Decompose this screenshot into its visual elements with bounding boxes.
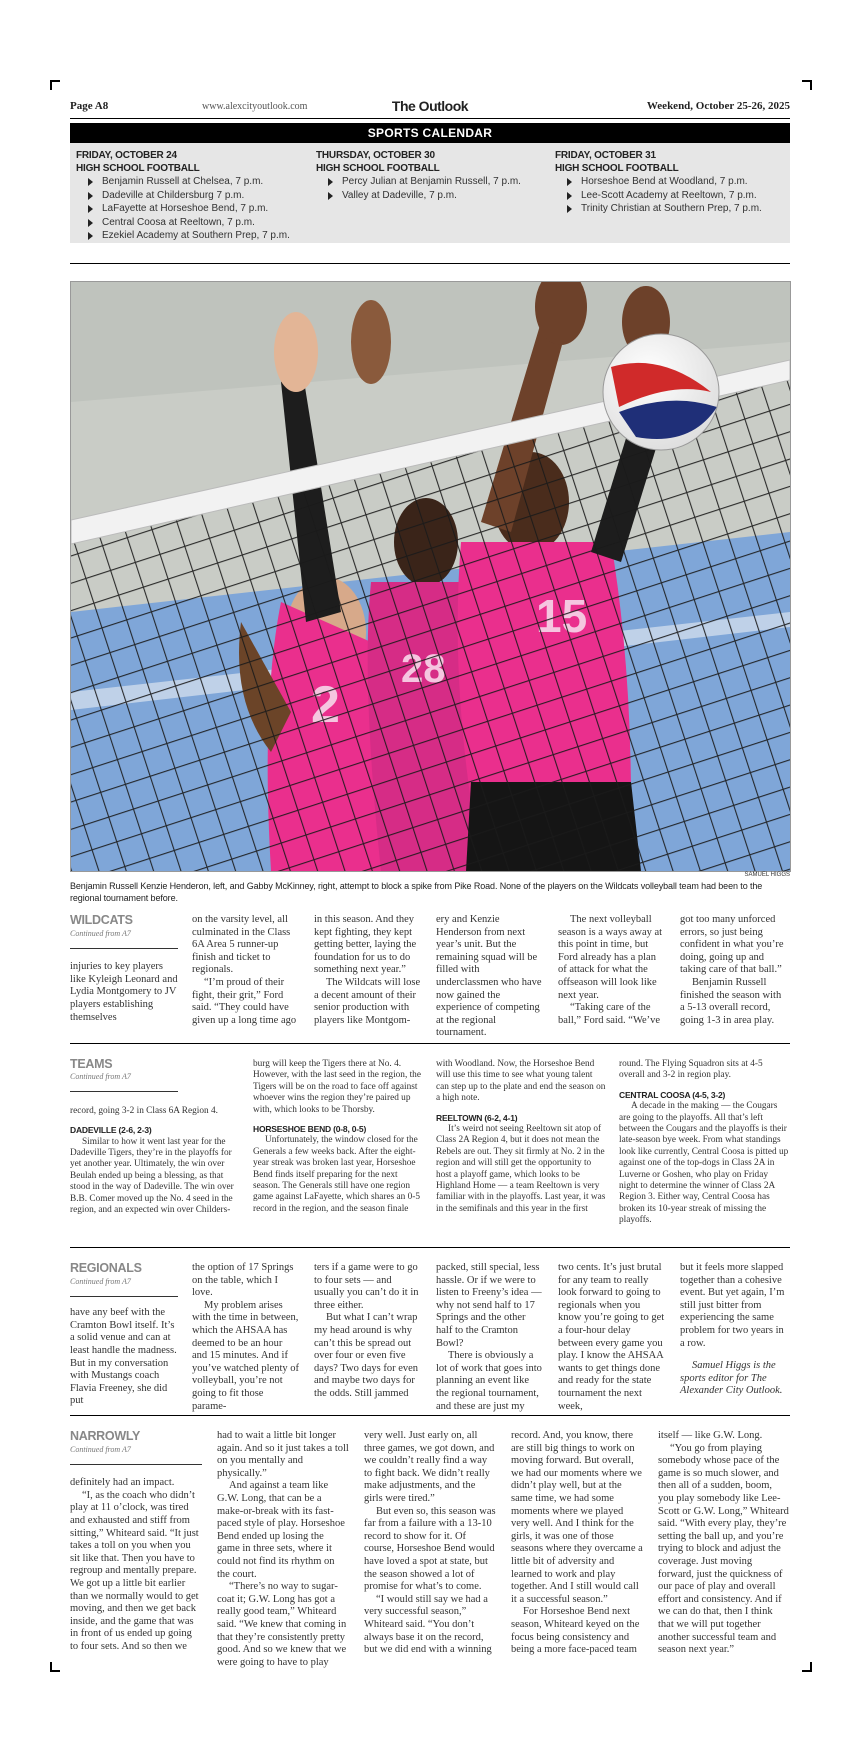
story-text: “You go from playing somebody whose pace of the game is so much slower, and then all of a sudden, boom, you play somebody like Lee-Scott or G.W. Long,” Whiteard said. “With every play, they’re setting the ball up, and you’re trying to block and adjust the coverage. Just moving forward, just the quickness of our pace of play and overall effort and consistency. And if we can do that, then I think that we will put together another successful team and season next year.” [658, 1442, 789, 1656]
story-text: record. And, you know, there are still big things to work on moving forward. But overall, we had our moments where we didn’t play well, but at the same time, we had some moments where we played very well. And I think for the girls, it was one of those seasons where they overcame a little bit of adversity and learned to work and play together. And I still would call it a successful season.” [511, 1430, 643, 1605]
section-rule [70, 1247, 790, 1248]
story-column [436, 1059, 606, 1215]
story-column [511, 1430, 643, 1657]
photo-caption: Benjamin Russell Kenzie Henderon, left, and Gabby McKinney, right, attempt to block a spike from Pike Road. None of the players on the Wildcats volleyball team had been to the regional tournament before. [70, 881, 763, 903]
story-column [558, 1262, 666, 1413]
calendar-game: LaFayette at Horseshoe Bend, 7 p.m. [88, 202, 311, 216]
team-heading: CENTRAL COOSA (4-5, 3-2) [619, 1089, 726, 1100]
calendar-sport: HIGH SCHOOL FOOTBALL [316, 163, 440, 174]
jump-title: WILDCATS [70, 913, 133, 927]
crop-mark [802, 1662, 812, 1672]
jump-subtitle: Continued from A7 [70, 928, 131, 938]
story-text: But what I can’t wrap my head around is why can’t this be spread out over four or even five days? Two days for even and maybe two days for the odds. Still jammed [314, 1312, 419, 1399]
story-text: have any beef with the Cramton Bowl itself. It’s a solid venue and can at least handle the madness. But in my conversation with Mustangs coach Flavia Freeney, she did put [70, 1307, 177, 1407]
jump-subtitle: Continued from A7 [70, 1276, 131, 1286]
volleyball-photo [70, 281, 791, 872]
story-column [70, 1059, 240, 1216]
story-text: record, going 3-2 in Class 6A Region 4. [70, 1105, 218, 1116]
story-text: ery and Kenzie Henderson from next year’s unit. But the remaining squad will be filled with underclassmen who have now gained the experience of competing at the regional tournament. [436, 914, 542, 1039]
story-text: And against a team like G.W. Long, that can be a make-or-break with its fast-paced style of play. Horseshoe Bend ended up losing the game in three sets, where it could not find its rhythm on the court. [217, 1480, 345, 1580]
calendar-day [316, 149, 551, 202]
calendar-day-title: FRIDAY, OCTOBER 24 [76, 150, 177, 161]
story-text: “I, as the coach who didn’t play at 11 o’clock, was tired and exhausted and stiff from sitting,” Whiteard said. “It just takes a toll on you when you sit like that. Then you have to regroup and mentally prepare. We got up a little bit earlier than we normally would to get moving, and then we get back inside, and the game that was in front of us ended up going to four sets. And so then we [70, 1489, 199, 1652]
calendar-day-title: THURSDAY, OCTOBER 30 [316, 150, 435, 161]
story-text: got too many unforced errors, so just being confident in what you’re doing, going up and taking care of that ball.” [680, 914, 784, 976]
story-text: injuries to key players like Kyleigh Leonard and Lydia Montgomery to JV players establishing themselves [70, 961, 178, 1023]
story-text: The Wildcats will lose a decent amount of their senior production with players like Montgom- [314, 976, 421, 1026]
story-column [314, 914, 422, 1027]
story-column [619, 1059, 789, 1227]
story-text: with Woodland. Now, the Horseshoe Bend will use this time to see what young talent can step up to the plate and end the season on a high note. [436, 1059, 606, 1104]
photo-credit: SAMUEL HIGGS [744, 872, 790, 878]
story-text: burg will keep the Tigers there at No. 4. However, with the last seed in the region, the Tigers will be on the road to face off against whoever wins the region they’re paired up with, which looks to be Thorsby. [253, 1059, 421, 1115]
crop-mark [802, 80, 812, 90]
story-column [192, 1262, 300, 1413]
story-text: the option of 17 Springs on the table, which I love. [192, 1262, 294, 1299]
story-text: but it feels more slapped together than a cohesive event. But yet again, I’m still just bitter from experiencing the same problem for two years in a row. [680, 1262, 785, 1349]
story-column [558, 914, 666, 1027]
story-column [70, 1262, 178, 1408]
story-text: For Horseshoe Bend next season, Whiteard keyed on the focus being consistency and being a more face-paced team [511, 1606, 640, 1656]
paper-name: The Outlook [391, 98, 469, 114]
story-text: had to wait a little bit longer again. And so it just takes a toll on you mentally and physically.” [217, 1430, 349, 1479]
story-text: round. The Flying Squadron sits at 4-5 overall and 3-2 in region play. [619, 1059, 763, 1081]
team-heading: DADEVILLE (2-6, 2-3) [70, 1125, 152, 1136]
jump-subtitle: Continued from A7 [70, 1072, 131, 1082]
calendar-game: Horseshoe Bend at Woodland, 7 p.m. [567, 175, 790, 189]
story-text: Unfortunately, the window closed for the Generals a few weeks back. After the eight-year streak was broken last year, Horseshoe Bend finds itself preparing for the next season. The Generals still have one region game against LaFayette, which shares an 0-5 record in the region, and the season finale [253, 1135, 421, 1214]
masthead [70, 98, 790, 119]
story-column [680, 914, 788, 1027]
story-text: “Taking care of the ball,” Ford said. “We’ve [558, 1002, 661, 1026]
calendar-game: Lee-Scott Academy at Reeltown, 7 p.m. [567, 189, 790, 203]
story-text: “I’m proud of their fight, their grit,” Ford said. “They could have given up a long time ago [192, 976, 297, 1026]
story-text: Similar to how it went last year for the Dadeville Tigers, they’re in the playoffs for yet another year. Ultimately, the win over Beulah ended up being a blessing, as that stood in the way of Dadeville. The win over B.B. Comer moved up the No. 4 seed in the region, and an expected win over Childers- [70, 1136, 234, 1216]
story-text: “I would still say we had a very successful season,” Whiteard said. “You don’t always base it on the record, but we did end with a winning [364, 1593, 492, 1656]
team-heading: HORSESHOE BEND (0-8, 0-5) [253, 1124, 367, 1135]
story-text: “There’s no way to sugar-coat it; G.W. Long has got a really good team,” Whiteard said. “We knew that coming in that they’re consistently pretty good. And so we knew that we were going to have to play [217, 1581, 347, 1668]
story-column [253, 1059, 423, 1215]
jump-subtitle: Continued from A7 [70, 1444, 131, 1454]
calendar-title: SPORTS CALENDAR [70, 123, 790, 143]
story-text: ters if a game were to go to four sets — and usually you can’t do it in three either. [314, 1262, 419, 1311]
crop-mark [50, 80, 60, 90]
jump-rule [70, 948, 178, 949]
story-text: definitely had an impact. [70, 1477, 175, 1489]
issue-date: Weekend, October 25-26, 2025 [646, 100, 790, 112]
jump-title: TEAMS [70, 1057, 113, 1071]
team-heading: REELTOWN (6-2, 4-1) [436, 1112, 518, 1123]
story-text: But even so, this season was far from a failure with a 13-10 record to show for it. Of course, Horseshoe Bend would have loved a spot at state, but the season showed a lot of promise for what’s to come. [364, 1505, 496, 1593]
story-text: in this season. And they kept fighting, they kept getting better, laying the foundation for us to do something next year.” [314, 914, 417, 976]
story-column [70, 1430, 202, 1654]
story-column [364, 1430, 496, 1657]
story-text: itself — like G.W. Long. [658, 1430, 763, 1441]
story-text: There is obviously a lot of work that goes into planning an event like the regional tournament, and these are just my [436, 1350, 542, 1412]
story-text: on the varsity level, all culminated in the Class 6A Area 5 runner-up finish and ticket to regionals. [192, 914, 291, 976]
calendar-game: Percy Julian at Benjamin Russell, 7 p.m. [328, 175, 551, 189]
site-url[interactable]: www.alexcityoutlook.com [202, 101, 308, 112]
jump-title: REGIONALS [70, 1261, 142, 1275]
story-text: A decade in the making — the Cougars are going to the playoffs. All that’s left between the Cougars and the playoffs is their late-season bye week. From what standings look like currently, Central Coosa is pitted up against one of the top-dogs in Class 2A in Luverne or Goshen, who play on Friday night to determine the winner of Class 2A Region 3. Either way, Central Coosa has broken its 10-year streak of missing the playoffs. [619, 1101, 789, 1226]
story-text: Benjamin Russell finished the season with a 5-13 overall record, going 1-3 in area play. [680, 976, 782, 1026]
story-text: very well. Just early on, all three games, we got down, and we couldn’t really find a way to fight back. We didn’t really make adjustments, and the girls were tired.” [364, 1430, 495, 1504]
crop-mark [50, 1662, 60, 1672]
section-rule [70, 1043, 790, 1044]
story-text: It’s weird not seeing Reeltown sit atop of Class 2A Region 4, but it does not mean the Rebels are out. They sit firmly at No. 2 in the region and will still get the opportunity to host a playoff game, which looks to be Highland Home — a team Reeltown is very familiar with in the playoffs. Last year, it was in the semifinals and this year in the first [436, 1124, 606, 1214]
calendar-game: Benjamin Russell at Chelsea, 7 p.m. [88, 175, 311, 189]
volleyball-photo-art [71, 282, 790, 871]
story-text: My problem arises with the time in between, which the AHSAA has deemed to be an hour and 15 minutes. And if you’ve watched plenty of volleyball, you’re not going to fit those parame- [192, 1299, 300, 1412]
calendar-day [555, 149, 790, 216]
sports-calendar [70, 123, 790, 243]
calendar-game: Trinity Christian at Southern Prep, 7 p.m. [567, 202, 790, 216]
jump-rule [70, 1091, 178, 1092]
jump-rule [70, 1464, 202, 1465]
calendar-sport: HIGH SCHOOL FOOTBALL [76, 163, 200, 174]
jump-title: NARROWLY [70, 1429, 141, 1443]
volleyball [603, 334, 719, 450]
calendar-day [76, 149, 311, 243]
story-column [217, 1430, 349, 1669]
section-rule [70, 1415, 790, 1416]
calendar-sport: HIGH SCHOOL FOOTBALL [555, 163, 679, 174]
calendar-day-title: FRIDAY, OCTOBER 31 [555, 150, 656, 161]
section-rule [70, 263, 790, 264]
story-column [192, 914, 300, 1027]
story-column [658, 1430, 790, 1657]
calendar-game: Dadeville at Childersburg 7 p.m. [88, 189, 311, 203]
story-text: packed, still special, less hassle. Or if we were to listen to Freeny’s idea — why not send half to 17 Springs and the other half to the Cramton Bowl? [436, 1262, 542, 1349]
story-column [70, 914, 178, 1024]
author-byline: Samuel Higgs is the sports editor for The Alexander City Outlook. [680, 1360, 783, 1397]
story-text: The next volleyball season is a ways away at this point in time, but Ford already has a plan of attack for what the offseason will look like next year. [558, 914, 663, 1001]
calendar-game: Central Coosa at Reeltown, 7 p.m. [88, 216, 311, 230]
page-number: Page A8 [70, 100, 109, 112]
calendar-game: Ezekiel Academy at Southern Prep, 7 p.m. [88, 229, 311, 243]
story-text: two cents. It’s just brutal for any team to really look forward to going to regionals when you know you’re going to get a four-hour delay between every game you play. I know the AHSAA wants to get things done and ready for the state tournament the next week, [558, 1262, 665, 1412]
story-column [680, 1262, 788, 1398]
story-column [436, 914, 544, 1040]
calendar-game: Valley at Dadeville, 7 p.m. [328, 189, 551, 203]
story-column [314, 1262, 422, 1401]
story-column [436, 1262, 544, 1413]
jump-rule [70, 1296, 178, 1297]
